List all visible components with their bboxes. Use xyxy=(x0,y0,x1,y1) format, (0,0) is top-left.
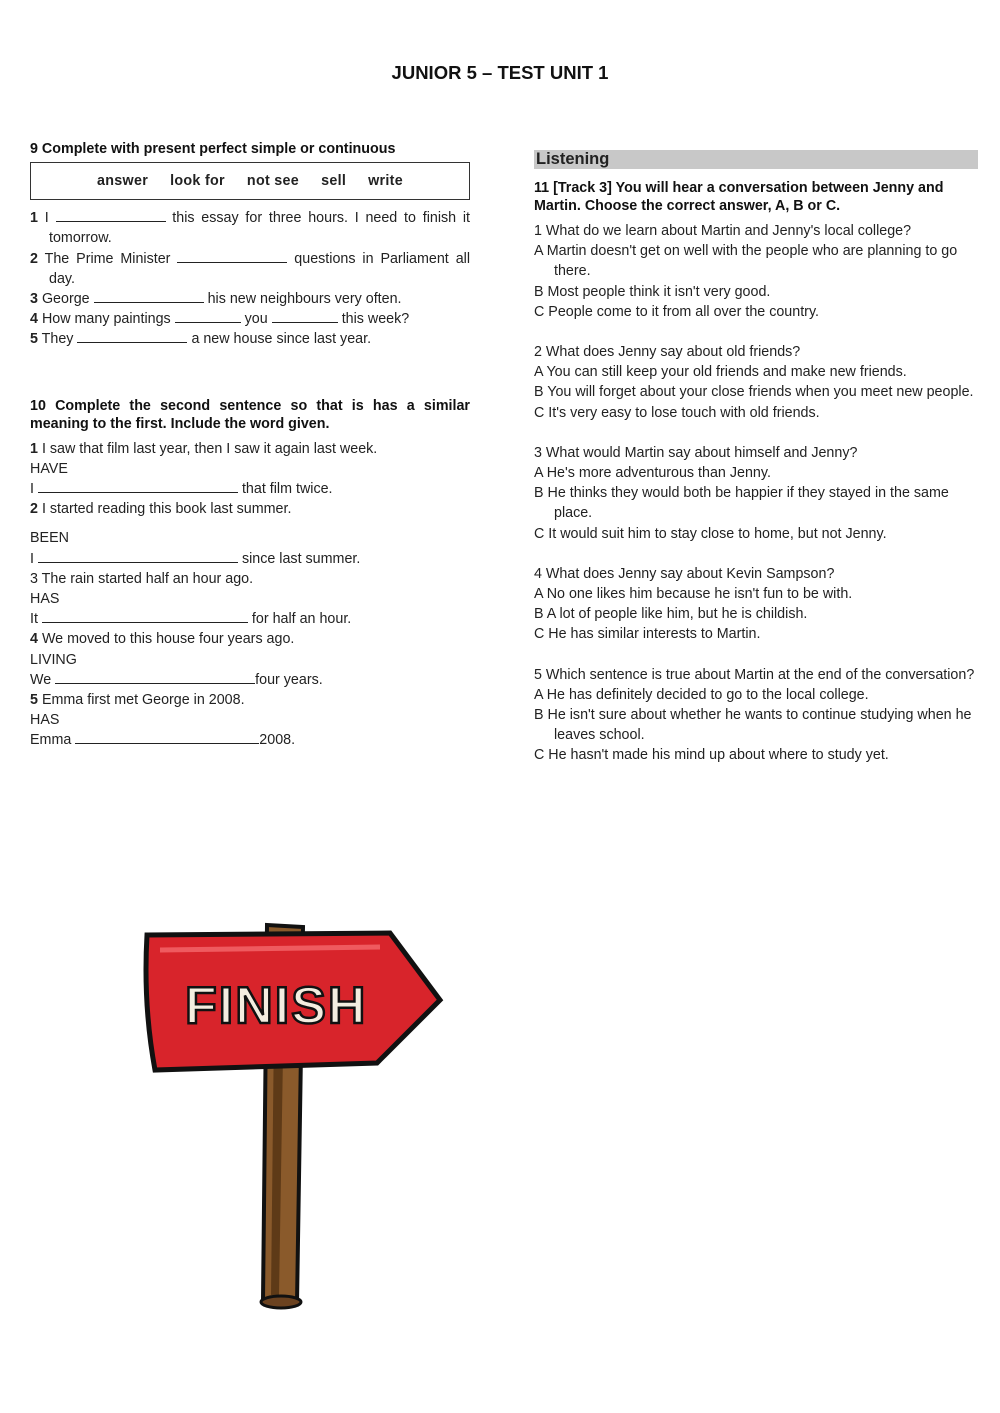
answer-option-b[interactable]: B You will forget about your close friends when you meet new people. xyxy=(534,384,974,401)
answer-blank[interactable] xyxy=(272,310,338,323)
answer-option-b[interactable]: B He isn't sure about whether he wants to continue studying when he leaves school. xyxy=(534,707,972,744)
answer-option-a[interactable]: A He's more adventurous than Jenny. xyxy=(534,465,771,482)
left-column xyxy=(30,139,470,751)
answer-blank[interactable] xyxy=(94,290,204,303)
answer-option-a[interactable]: A He has definitely decided to go to the local college. xyxy=(534,686,869,703)
given-word: LIVING xyxy=(30,651,77,668)
exercise-9-item: 4 How many paintings you this week? xyxy=(30,311,410,328)
word: sell xyxy=(321,173,347,190)
question-text: 5 Which sentence is true about Martin at the end of the conversation? xyxy=(534,666,975,683)
exercise-9-item: 5 They a new house since last year. xyxy=(30,331,372,348)
answer-option-b[interactable]: B A lot of people like him, but he is childish. xyxy=(534,606,808,623)
answer-blank[interactable] xyxy=(75,731,259,744)
answer-line: We four years. xyxy=(30,671,323,688)
given-word: BEEN xyxy=(30,530,69,547)
exercise-10-item: 3 The rain started half an hour ago. xyxy=(30,570,254,587)
word: answer xyxy=(97,173,149,190)
answer-option-c[interactable]: C It would suit him to stay close to home, but not Jenny. xyxy=(534,525,887,542)
sign-text: FINISH xyxy=(185,977,368,1035)
word-box xyxy=(30,162,470,200)
answer-option-c[interactable]: C People come to it from all over the country. xyxy=(534,303,820,320)
exercise-10-item: 5 Emma first met George in 2008. xyxy=(30,692,245,709)
question-text: 4 What does Jenny say about Kevin Sampson? xyxy=(534,565,835,582)
listening-question xyxy=(534,221,978,322)
answer-option-b[interactable]: B Most people think it isn't very good. xyxy=(534,283,771,300)
answer-line: I since last summer. xyxy=(30,550,361,567)
finish-sign-illustration xyxy=(125,905,455,1315)
exercise-11-heading: 11 [Track 3] You will hear a conversation between Jenny and Martin. Choose the correct answer, A, B or C. xyxy=(534,180,944,214)
listening-question xyxy=(534,342,978,423)
answer-blank[interactable] xyxy=(56,209,166,222)
right-column xyxy=(534,150,978,786)
answer-option-c[interactable]: C It's very easy to lose touch with old friends. xyxy=(534,404,820,421)
answer-option-c[interactable]: C He has similar interests to Martin. xyxy=(534,626,761,643)
exercise-9-item: 2 The Prime Minister questions in Parliament all day. xyxy=(30,250,470,287)
exercise-9-item: 1 I this essay for three hours. I need to finish it tomorrow. xyxy=(30,210,471,247)
given-word: HAS xyxy=(30,591,60,608)
exercise-9-heading: 9 Complete with present perfect simple or continuous xyxy=(30,141,396,157)
answer-blank[interactable] xyxy=(77,330,187,343)
exercise-10-item: 4 We moved to this house four years ago. xyxy=(30,631,295,648)
exercise-10-item: 2 I started reading this book last summer. xyxy=(30,501,292,518)
answer-option-b[interactable]: B He thinks they would both be happier if they stayed in the same place. xyxy=(534,485,949,522)
listening-question xyxy=(534,564,978,645)
question-text: 1 What do we learn about Martin and Jenny's local college? xyxy=(534,223,912,239)
given-word: HAVE xyxy=(30,460,68,477)
answer-blank[interactable] xyxy=(175,310,241,323)
answer-line: It for half an hour. xyxy=(30,611,352,628)
listening-question xyxy=(534,665,978,766)
word: write xyxy=(368,173,403,190)
question-text: 2 What does Jenny say about old friends? xyxy=(534,344,801,361)
question-text: 3 What would Martin say about himself and Jenny? xyxy=(534,444,858,461)
answer-option-a[interactable]: A Martin doesn't get on well with the people who are planning to go there. xyxy=(534,243,958,280)
word: not see xyxy=(246,173,300,190)
page-title: JUNIOR 5 – TEST UNIT 1 xyxy=(391,62,609,83)
answer-line: I that film twice. xyxy=(30,481,333,498)
listening-question xyxy=(534,443,978,544)
answer-line: Emma 2008. xyxy=(30,732,296,749)
answer-blank[interactable] xyxy=(38,550,238,563)
answer-blank[interactable] xyxy=(42,610,248,623)
exercise-10-heading: 10 Complete the second sentence so that is has a similar meaning to the first. Include the word given. xyxy=(30,397,470,432)
answer-option-c[interactable]: C He hasn't made his mind up about where to study yet. xyxy=(534,747,889,764)
answer-blank[interactable] xyxy=(38,480,238,493)
exercise-9-item: 3 George his new neighbours very often. xyxy=(30,291,402,308)
given-word: HAS xyxy=(30,712,60,729)
word: look for xyxy=(170,173,225,190)
exercise-10-item: 1 I saw that film last year, then I saw it again last week. xyxy=(30,440,378,457)
answer-option-a[interactable]: A You can still keep your old friends and make new friends. xyxy=(534,364,907,381)
listening-section-header: Listening xyxy=(534,150,978,169)
answer-blank[interactable] xyxy=(55,671,255,684)
answer-blank[interactable] xyxy=(177,250,287,263)
answer-option-a[interactable]: A No one likes him because he isn't fun to be with. xyxy=(534,586,853,603)
